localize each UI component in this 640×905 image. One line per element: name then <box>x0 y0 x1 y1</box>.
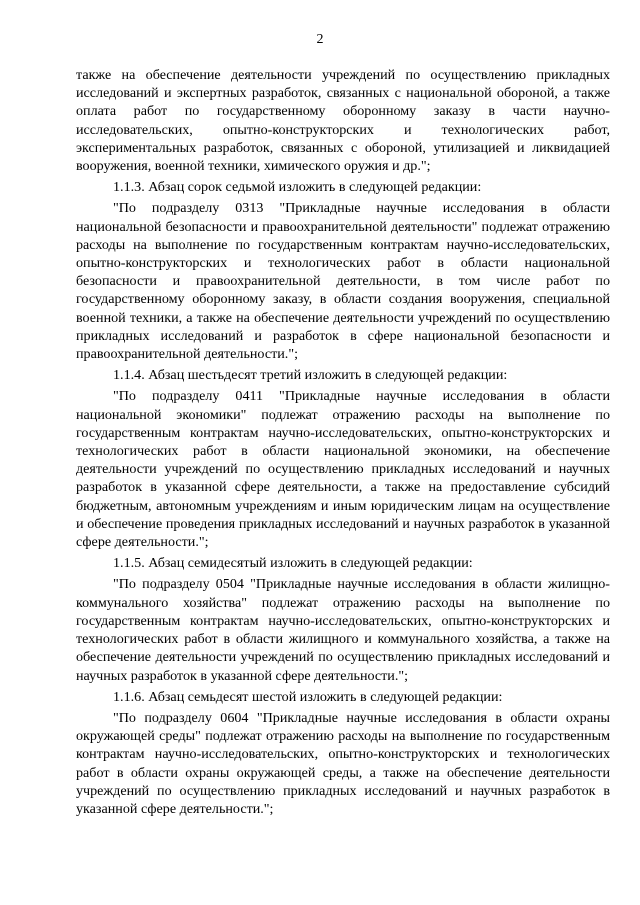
paragraph-subsection-0504: "По подразделу 0504 "Прикладные научные исследования в области жилищно-коммунального хозяйства" подлежат отражению расходы на выполнение по государственным контрактам научно-исследовательских, опытно-конструкторских и технологических работ в области жилищного и коммунального хозяйства, а также на обеспечение деятельности учреждений по осуществлению прикладных исследований и научных разработок в указанной сфере деятельности."; <box>76 576 610 684</box>
paragraph-heading-1-1-4: 1.1.4. Абзац шестьдесят третий изложить в следующей редакции: <box>113 367 508 384</box>
paragraph-subsection-0604: "По подразделу 0604 "Прикладные научные исследования в области охраны окружающей среды" подлежат отражению расходы на выполнение по государственным контрактам научно-исследовательских, опытно-конструкторских и технологических работ в области охраны окружающей среды, а также на обеспечение деятельности учреждений по осуществлению прикладных исследований и научных разработок в указанной сфере деятельности."; <box>76 709 610 817</box>
paragraph-subsection-0411: "По подразделу 0411 "Прикладные научные исследования в области национальной экономики" подлежат отражению расходы на выполнение по государственным контрактам научно-исследовательских, опытно-конструкторских и технологических работ в области национальной экономики, на обеспечение деятельности учреждений по осуществлению прикладных исследований и научных разработок в указанной сфере деятельности, а также на предоставление субсидий бюджетным, автономным учреждениям и иным юридическим лицам на осуществление и обеспечение проведения прикладных исследований и научных разработок в указанной сфере деятельности."; <box>76 388 610 551</box>
paragraph-heading-1-1-3: 1.1.3. Абзац сорок седьмой изложить в следующей редакции: <box>113 179 482 196</box>
document-body <box>76 66 610 818</box>
page-number: 2 <box>316 32 324 47</box>
paragraph-continuation: также на обеспечение деятельности учреждений по осуществлению прикладных исследований и экспертных разработок, связанных с национальной обороной, а также оплата работ по государственному оборонному заказу в части научно-исследовательских, опытно-конструкторских и технологических работ, экспериментальных разработок, связанных с обороной, утилизацией и ликвидацией вооружения, военной техники, химического оружия и др."; <box>76 67 610 175</box>
paragraph-heading-1-1-5: 1.1.5. Абзац семидесятый изложить в следующей редакции: <box>113 555 473 572</box>
paragraph-subsection-0313: "По подразделу 0313 "Прикладные научные исследования в области национальной безопасности и правоохранительной деятельности" подлежат отражению расходы на выполнение по государственным контрактам научно-исследовательских, опытно-конструкторских и технологических работ в области национальной безопасности и правоохранительной деятельности, в том числе работ по государственному оборонному заказу, в области создания вооружения, специальной военной техники, а также на обеспечение деятельности учреждений по осуществлению прикладных исследований и разработок в сфере национальной безопасности и правоохранительной деятельности."; <box>76 200 610 363</box>
paragraph-heading-1-1-6: 1.1.6. Абзац семьдесят шестой изложить в следующей редакции: <box>113 688 503 705</box>
